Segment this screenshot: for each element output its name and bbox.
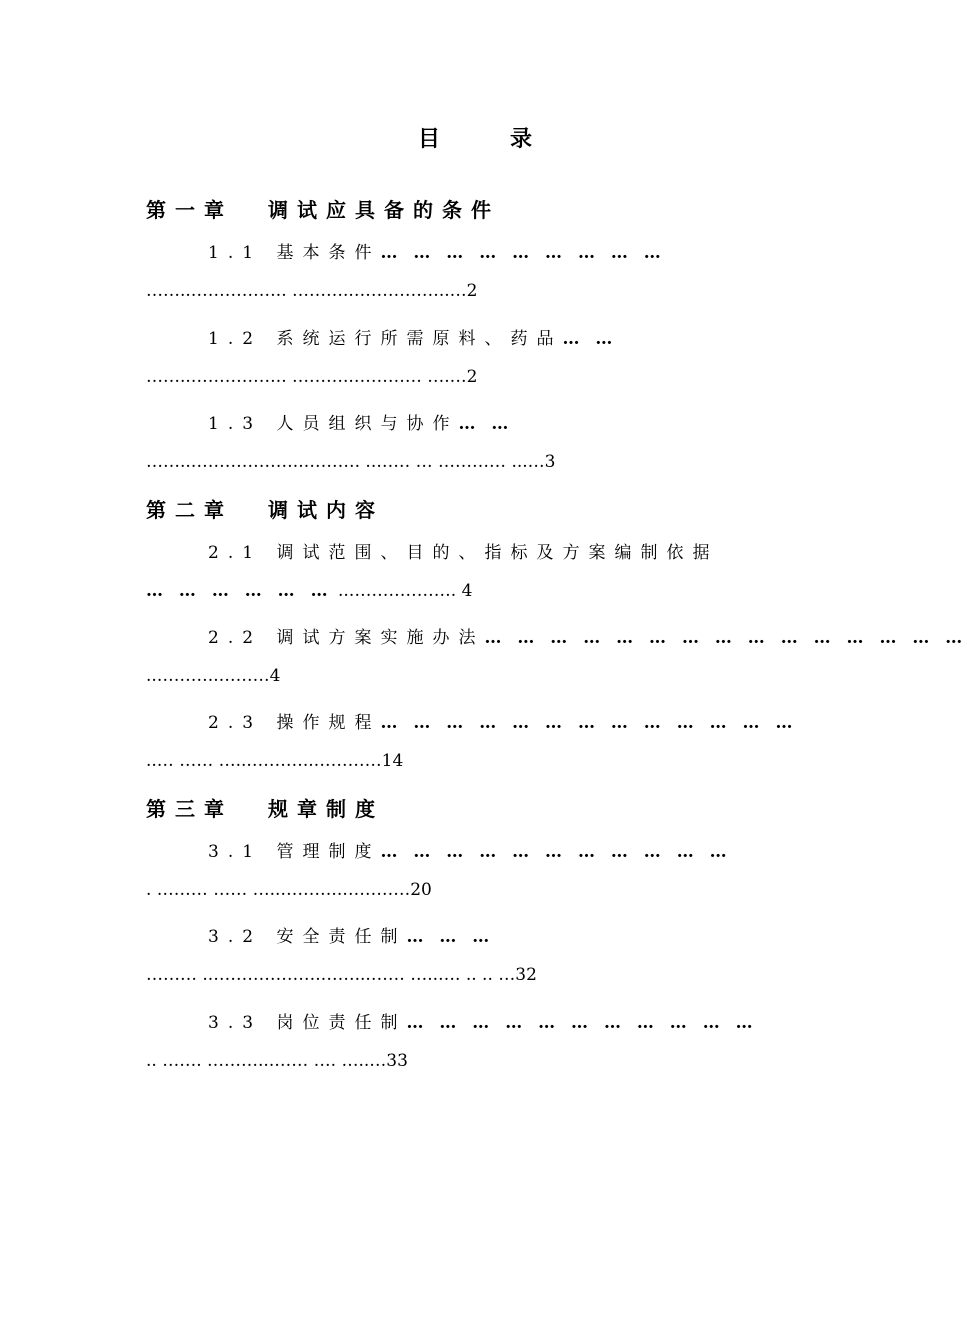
toc-leader: … … … … … … bbox=[146, 581, 333, 601]
toc-entry-label: 2.2 调试方案实施办法 bbox=[208, 628, 485, 648]
toc-entry-label: 2.3 操作规程 bbox=[208, 713, 381, 733]
chapter-heading bbox=[146, 793, 384, 822]
toc-entry-label: 3.2 安全责任制 bbox=[208, 927, 407, 947]
toc-entry-continuation bbox=[146, 367, 806, 387]
toc-entry-continuation bbox=[146, 581, 806, 601]
toc-title-left: 目 bbox=[417, 126, 440, 152]
toc-entry-continuation bbox=[146, 965, 806, 985]
toc-entry bbox=[208, 1008, 806, 1033]
toc-leader: … … … bbox=[406, 927, 495, 947]
toc-entry bbox=[208, 324, 806, 349]
toc-leader: … … … … … … … … … … … bbox=[380, 842, 732, 862]
chapter-number: 第三章 bbox=[146, 797, 233, 821]
toc-entry-continuation bbox=[146, 751, 806, 771]
toc-entry-continuation bbox=[146, 666, 806, 686]
toc-leader: … … … … … … … … … bbox=[380, 243, 666, 263]
chapter-number: 第二章 bbox=[146, 498, 233, 522]
toc-page-leader: ……… ..……………….……...…… …..…. .. .. …32 bbox=[146, 965, 537, 985]
toc-entry-label: 1.3 人员组织与协作 bbox=[208, 414, 459, 434]
toc-leader: … … … … … … … … … … … bbox=[406, 1013, 758, 1033]
toc-entry bbox=[208, 837, 806, 862]
toc-title-right: 录 bbox=[510, 126, 533, 152]
toc-title bbox=[0, 122, 950, 153]
chapter-heading bbox=[146, 194, 500, 223]
chapter-name: 规章制度 bbox=[268, 797, 384, 821]
toc-entry-continuation bbox=[146, 880, 806, 900]
toc-entry bbox=[208, 409, 806, 434]
toc-page-leader: ……..…………….. ………..………… ….…2 bbox=[146, 367, 478, 387]
toc-page-leader: ..………..………4 bbox=[146, 666, 281, 686]
toc-leader: … … bbox=[562, 329, 618, 349]
toc-entry bbox=[208, 708, 806, 733]
toc-entry bbox=[208, 623, 967, 648]
toc-entry-label: 3.1 管理制度 bbox=[208, 842, 381, 862]
chapter-number: 第一章 bbox=[146, 198, 233, 222]
toc-entry-continuation bbox=[146, 1051, 806, 1071]
toc-leader: … … … … … … … … … … … … … bbox=[380, 713, 798, 733]
toc-entry-continuation bbox=[146, 281, 806, 301]
toc-entry bbox=[208, 238, 806, 263]
toc-page-leader: ……..………………..………. ..…… … ………… ...…3 bbox=[146, 452, 556, 472]
toc-leader: … … bbox=[458, 414, 514, 434]
toc-entry-label: 1.1 基本条件 bbox=[208, 243, 381, 263]
toc-entry-label: 2.1 调试范围、目的、指标及方案编制依据 bbox=[208, 543, 719, 563]
toc-page-leader: ..… …… …...………..…………14 bbox=[146, 751, 404, 771]
toc-entry bbox=[208, 538, 806, 563]
toc-entry-label: 3.3 岗位责任制 bbox=[208, 1013, 407, 1033]
toc-leader: … … … … … … … … … … … … … … … bbox=[484, 628, 967, 648]
chapter-heading bbox=[146, 494, 384, 523]
toc-page-leader: ……..…………….. ………..……………..…2 bbox=[146, 281, 478, 301]
toc-entry-continuation bbox=[146, 452, 806, 472]
chapter-name: 调试内容 bbox=[268, 498, 384, 522]
toc-page-leader: ..………………. 4 bbox=[338, 581, 473, 601]
toc-entry-label: 1.2 系统运行所需原料、药品 bbox=[208, 329, 563, 349]
toc-page-leader: .. ……. ………...…… …. …..…33 bbox=[146, 1051, 408, 1071]
toc-entry bbox=[208, 922, 806, 947]
toc-page-leader: . ……… …… …..………..…………20 bbox=[146, 880, 432, 900]
chapter-name: 调试应具备的条件 bbox=[268, 198, 500, 222]
